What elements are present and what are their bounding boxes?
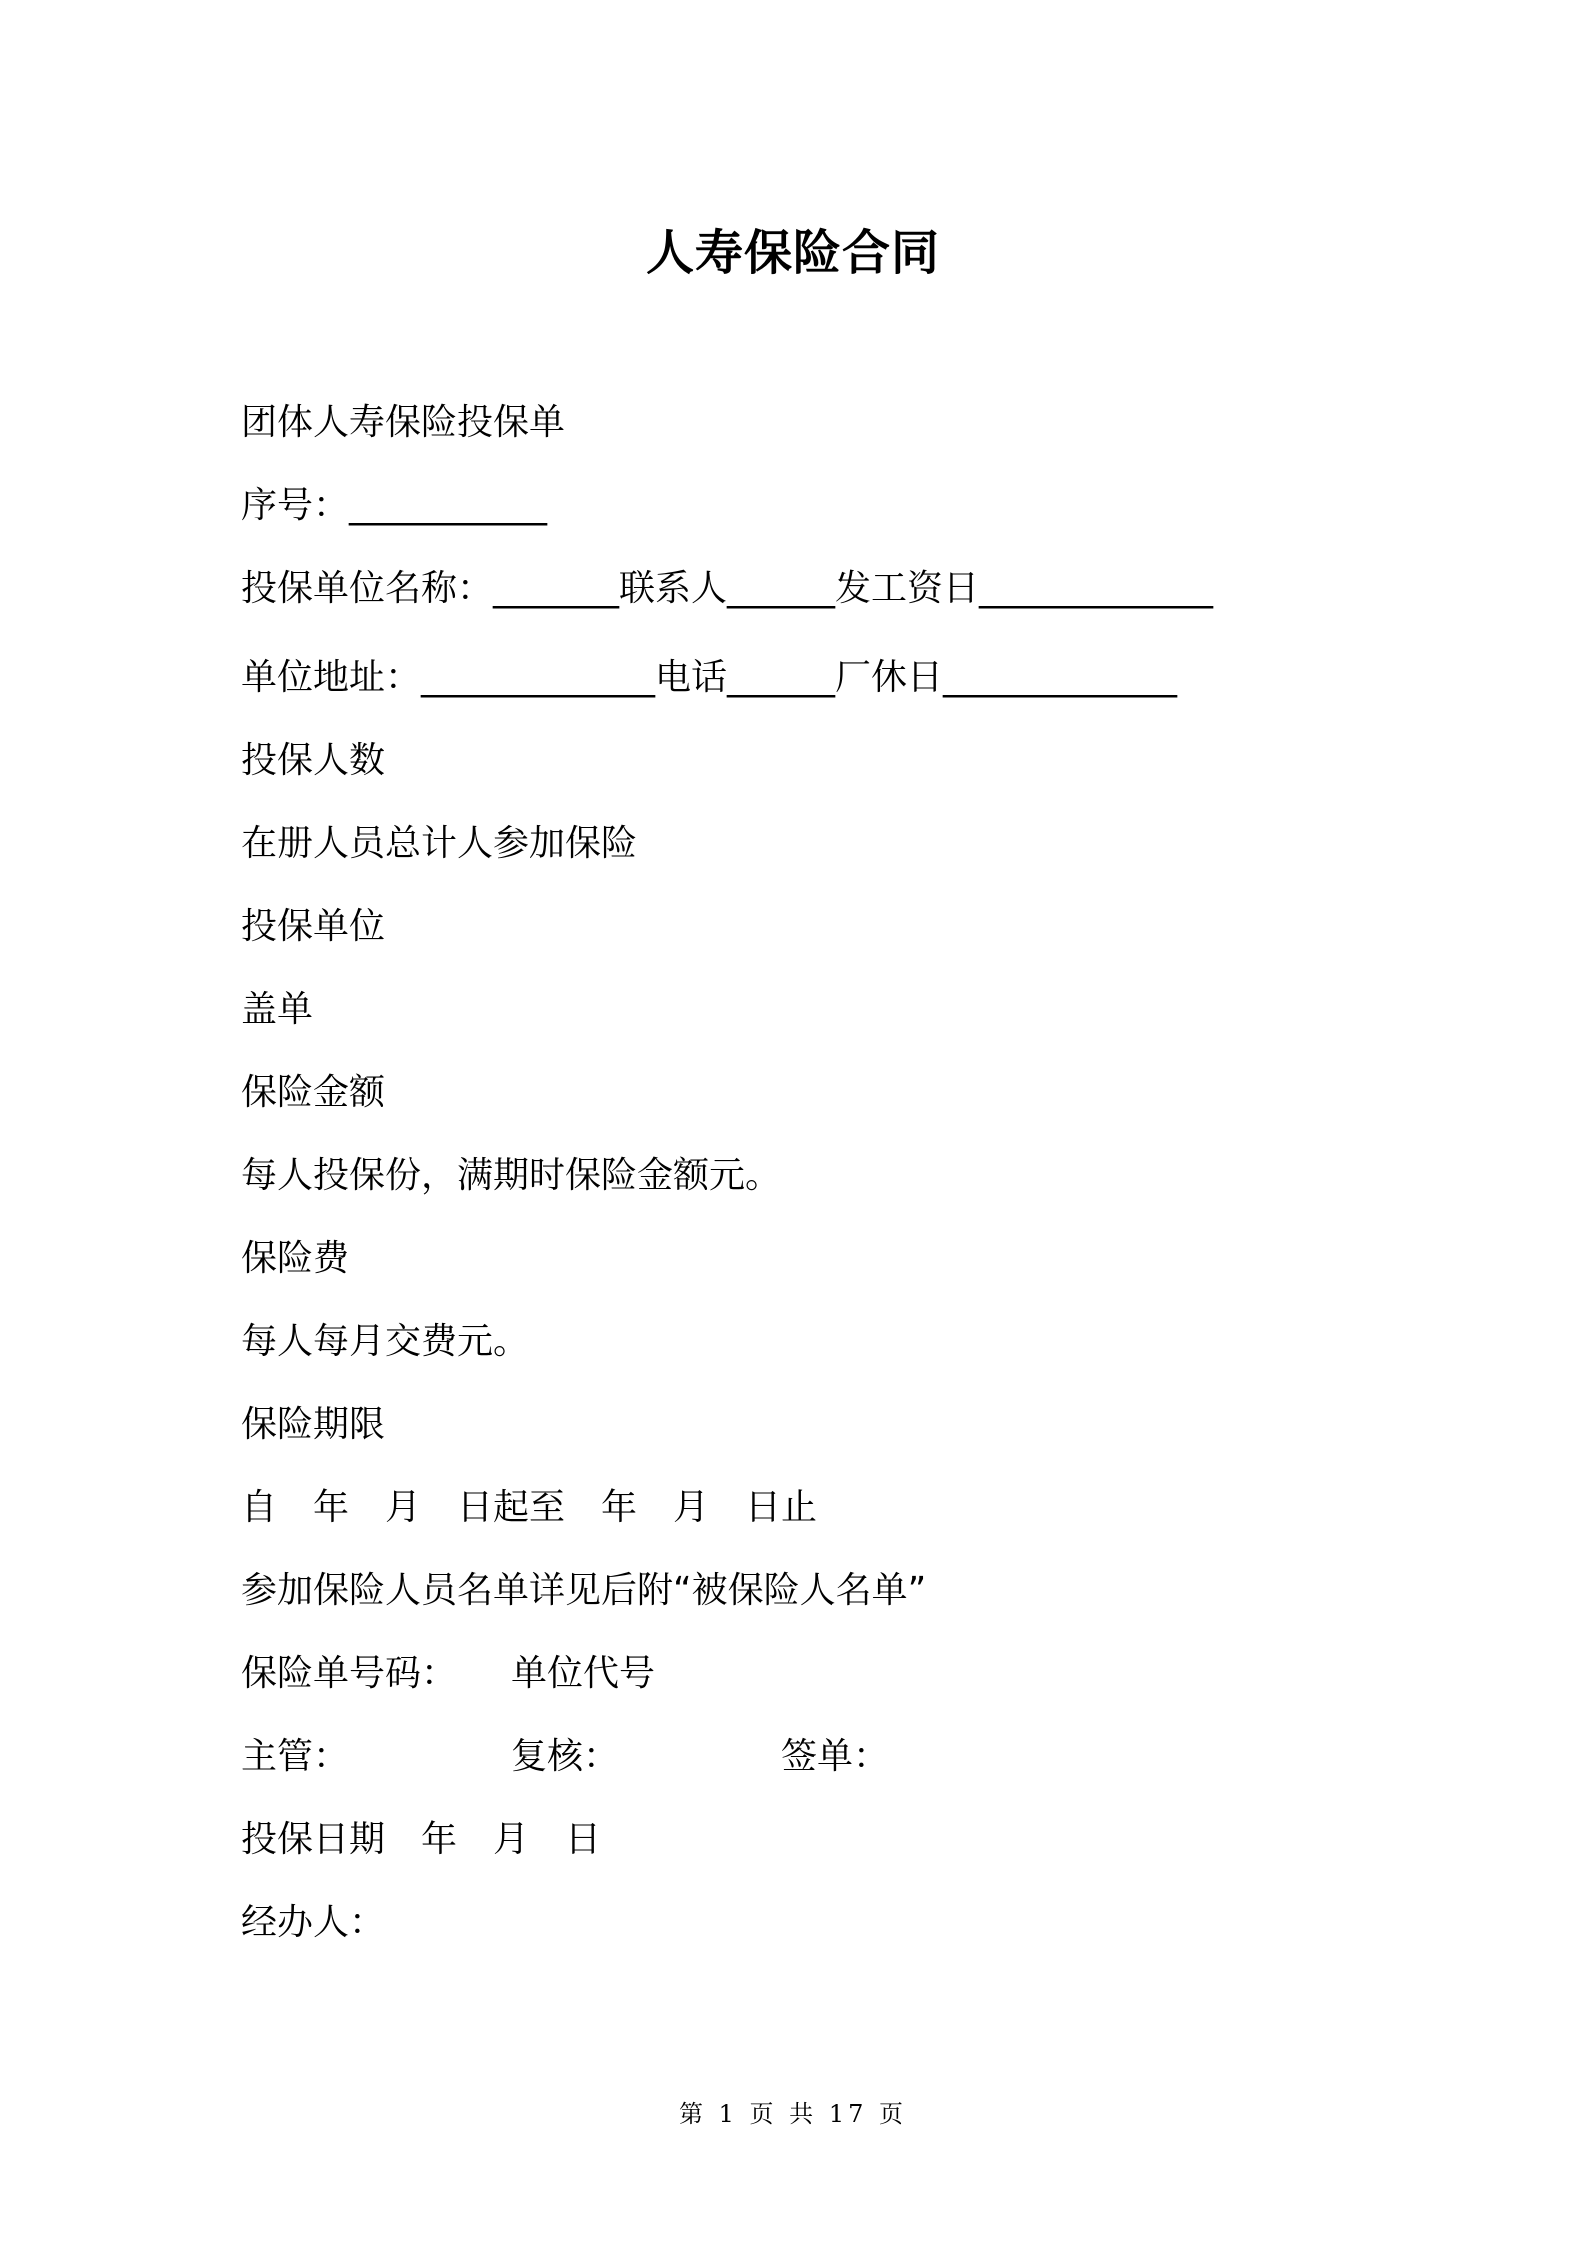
document-title: 人寿保险合同	[645, 225, 940, 281]
footer-middle: 页 共	[749, 2100, 818, 2128]
insured-amount-line: 每人投保份，满期时保险金额元。	[241, 1155, 782, 1196]
policy-number-line: 保险单号码： 单位代号	[241, 1653, 656, 1694]
premium-line: 每人每月交费元。	[241, 1321, 530, 1362]
form-body	[241, 402, 1361, 1988]
insured-count-label: 投保人数	[241, 740, 386, 781]
total-page-count: 17	[828, 2100, 868, 2128]
footer-suffix: 页	[879, 2100, 908, 2128]
serial-number-line: 序号：___________	[241, 485, 548, 526]
insured-amount-label: 保险金额	[241, 1072, 386, 1113]
insurance-period-line: 自 年 月 日起至 年 月 日止	[241, 1487, 818, 1528]
insured-list-note: 参加保险人员名单详见后附“被保险人名单”	[241, 1570, 927, 1611]
premium-label: 保险费	[241, 1238, 350, 1279]
insured-unit-name-line: 投保单位名称：_______联系人______发工资日_____________	[241, 568, 1214, 609]
registered-staff-line: 在册人员总计人参加保险	[241, 823, 638, 864]
form-heading: 团体人寿保险投保单	[241, 402, 566, 443]
insured-unit-label: 投保单位	[241, 906, 386, 947]
stamp-label: 盖单	[241, 989, 314, 1030]
approval-line: 主管： 复核： 签单：	[241, 1736, 890, 1777]
insurance-period-label: 保险期限	[241, 1404, 386, 1445]
handler-line: 经办人：	[241, 1902, 386, 1943]
application-date-line: 投保日期 年 月 日	[241, 1819, 602, 1860]
page-footer	[0, 2094, 1586, 2129]
current-page-number: 1	[718, 2100, 738, 2128]
footer-prefix: 第	[678, 2100, 707, 2128]
unit-address-line: 单位地址：_____________电话______厂休日_____________	[241, 657, 1178, 698]
